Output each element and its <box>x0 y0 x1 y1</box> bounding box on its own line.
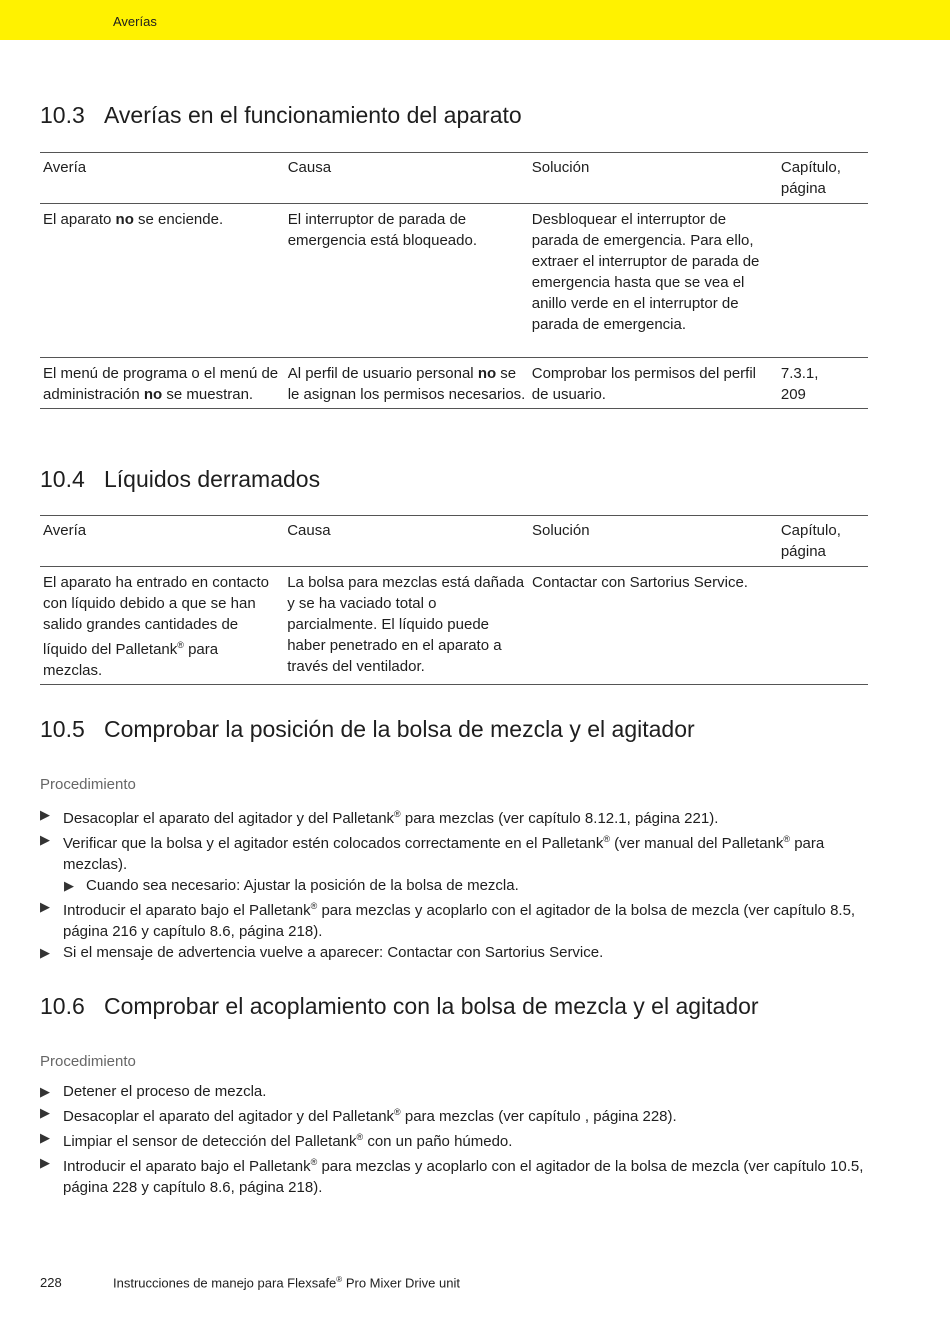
cell-averia <box>40 204 285 358</box>
cell-averia <box>40 358 285 409</box>
document-title-text: Pro Mixer Drive unit <box>342 1275 460 1291</box>
header-averia: Avería <box>43 522 87 539</box>
list-item <box>40 875 870 896</box>
procedure-steps-10-5 <box>40 804 870 963</box>
header-bar <box>0 0 950 40</box>
registered-mark: ® <box>177 640 184 650</box>
text-part: Al perfil de usuario personal <box>287 365 478 382</box>
step-text: Detener el proceso de mezcla. <box>63 1083 267 1100</box>
registered-mark: ® <box>310 1157 318 1167</box>
text-part: para mezclas. <box>43 641 219 679</box>
header-solucion: Solución <box>532 522 590 539</box>
arrow-right-icon: ▶ <box>64 878 74 893</box>
section-title-10-6 <box>40 993 759 1020</box>
section-number: 10.6 <box>40 993 85 1019</box>
list-item <box>40 1081 870 1102</box>
step-text: para mezclas (ver capítulo 8.12.1, página 221). <box>400 810 719 827</box>
document-title <box>113 1275 460 1290</box>
registered-mark: ® <box>310 901 318 911</box>
faults-table-10-3 <box>40 152 868 409</box>
registered-mark: ® <box>783 834 791 844</box>
list-item <box>40 804 870 829</box>
list-item <box>40 896 870 942</box>
list-item <box>40 1127 870 1152</box>
section-number: 10.3 <box>40 102 85 128</box>
arrow-right-icon: ▶ <box>40 945 50 960</box>
step-text: con un paño húmedo. <box>363 1133 513 1150</box>
header-capitulo-line2: página <box>780 543 826 560</box>
section-heading: Comprobar la posición de la bolsa de mezcla y el agitador <box>104 716 695 742</box>
header-title: Averías <box>113 14 157 29</box>
table-header-row <box>40 516 868 567</box>
step-text: Desacoplar el aparato del agitador y del Palletank <box>63 810 395 827</box>
arrow-right-icon: ▶ <box>40 1084 50 1099</box>
section-title-10-4 <box>40 466 320 493</box>
section-heading: Comprobar el acoplamiento con la bolsa de mezcla y el agitador <box>104 993 759 1019</box>
step-text: para mezclas). <box>63 835 825 873</box>
section-heading: Líquidos derramados <box>104 466 321 492</box>
header-capitulo-line1: Capítulo, <box>780 159 841 176</box>
procedure-label: Procedimiento <box>40 776 136 793</box>
registered-mark: ® <box>394 809 401 819</box>
page-ref: 209 <box>780 386 806 403</box>
list-item <box>40 829 870 875</box>
cell-capitulo <box>778 358 868 409</box>
arrow-right-icon: ▶ <box>40 1130 50 1145</box>
procedure-label: Procedimiento <box>40 1053 136 1070</box>
section-title-10-3 <box>40 102 522 129</box>
step-text: para mezclas (ver capítulo , página 228). <box>400 1108 677 1125</box>
text-part: El menú de programa o el menú de administración <box>43 365 279 403</box>
page-number: 228 <box>40 1275 62 1290</box>
step-text: (ver manual del Palletank <box>609 835 784 852</box>
registered-mark: ® <box>356 1132 364 1142</box>
step-text: Si el mensaje de advertencia vuelve a aparecer: Contactar con Sartorius Service. <box>63 944 604 961</box>
header-causa: Causa <box>287 522 331 539</box>
section-number: 10.4 <box>40 466 85 492</box>
step-text: para mezclas y acoplarlo con el agitador de la bolsa de mezcla (ver capítulo 10.5, página 228 y capítulo 8.6, página 218). <box>63 1158 864 1196</box>
text-part: El aparato ha entrado en contacto con líquido debido a que se han salido grandes cantidades de líquido del Palletank <box>43 574 269 658</box>
step-text: Verificar que la bolsa y el agitador estén colocados correctamente en el Palletank <box>63 835 604 852</box>
header-capitulo <box>778 516 868 567</box>
header-causa: Causa <box>287 159 332 176</box>
registered-mark: ® <box>394 1107 401 1117</box>
arrow-right-icon: ▶ <box>40 832 50 847</box>
text-part: se enciende. <box>133 211 224 228</box>
procedure-steps-10-6 <box>40 1081 870 1198</box>
header-averia: Avería <box>43 159 87 176</box>
section-number: 10.5 <box>40 716 85 742</box>
cell-capitulo <box>778 567 868 685</box>
step-text: para mezclas y acoplarlo con el agitador de la bolsa de mezcla (ver capítulo 8.5, página 216 y capítulo 8.6, página 218). <box>63 902 856 940</box>
faults-table-10-4 <box>40 515 868 685</box>
text-part: El interruptor de parada de emergencia está bloqueado. <box>287 211 478 249</box>
text-part: se le asignan los permisos necesarios. <box>287 365 526 403</box>
table-row <box>40 204 868 358</box>
step-text: Introducir el aparato bajo el Palletank <box>63 902 311 919</box>
chapter-ref: 7.3.1, <box>780 365 819 382</box>
cell-causa: La bolsa para mezclas está dañada y se ha vaciado total o parcialmente. El líquido puede haber penetrado en el aparato a través del ventilador. <box>287 574 525 675</box>
cell-causa <box>285 358 529 409</box>
step-text: Limpiar el sensor de detección del Palletank <box>63 1133 357 1150</box>
text-part: El aparato <box>43 211 116 228</box>
cell-averia <box>40 567 284 685</box>
cell-capitulo <box>778 204 868 358</box>
cell-causa <box>285 204 529 358</box>
list-item <box>40 1152 870 1198</box>
cell-solucion: Desbloquear el interruptor de parada de emergencia. Para ello, extraer el interruptor de parada de emergencia hasta que se vea el anillo verde en el interruptor de parada de emergencia. <box>531 211 760 333</box>
registered-mark: ® <box>336 1275 343 1284</box>
arrow-right-icon: ▶ <box>40 1105 50 1120</box>
header-capitulo <box>778 153 868 204</box>
header-capitulo-line2: página <box>780 180 826 197</box>
header-capitulo-line1: Capítulo, <box>780 522 841 539</box>
emphasis-no: no <box>115 211 134 228</box>
arrow-right-icon: ▶ <box>40 1155 50 1170</box>
text-part: se muestran. <box>162 386 254 403</box>
table-row <box>40 358 868 409</box>
emphasis-no: no <box>477 365 497 382</box>
emphasis-no: no <box>143 386 163 403</box>
table-header-row <box>40 153 868 204</box>
header-solucion: Solución <box>531 159 590 176</box>
arrow-right-icon: ▶ <box>40 807 50 822</box>
step-text: Introducir el aparato bajo el Palletank <box>63 1158 311 1175</box>
document-title-text: Instrucciones de manejo para Flexsafe <box>113 1275 337 1291</box>
step-text: Cuando sea necesario: Ajustar la posición de la bolsa de mezcla. <box>86 877 519 894</box>
section-title-10-5 <box>40 716 695 743</box>
step-text: Desacoplar el aparato del agitador y del Palletank <box>63 1108 395 1125</box>
cell-solucion: Comprobar los permisos del perfil de usuario. <box>531 365 757 403</box>
table-row <box>40 567 868 685</box>
cell-solucion: Contactar con Sartorius Service. <box>532 574 748 591</box>
arrow-right-icon: ▶ <box>40 899 50 914</box>
registered-mark: ® <box>603 834 610 844</box>
list-item <box>40 942 870 963</box>
section-heading: Averías en el funcionamiento del aparato <box>104 102 522 128</box>
list-item <box>40 1102 870 1127</box>
